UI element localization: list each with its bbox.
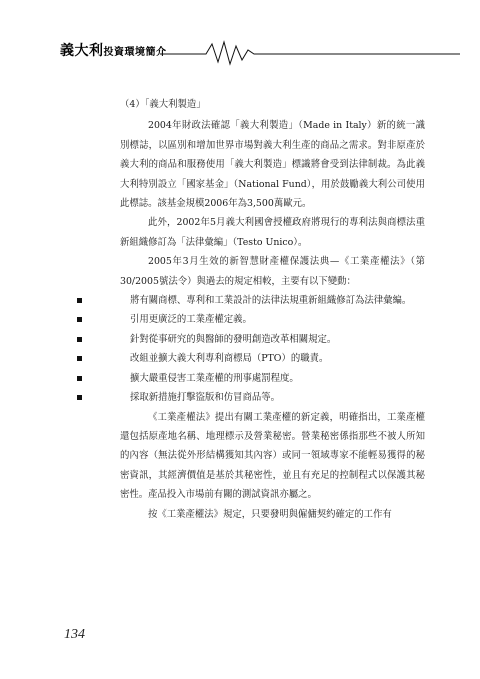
bullet-text: 將有關商標、專利和工業設計的法律法規重新組織修訂為法律彙編。 [130, 295, 412, 307]
bullet-text: 引用更廣泛的工業產權定義。 [130, 314, 252, 326]
bullet-item [120, 310, 425, 329]
header-wave-line [160, 36, 460, 66]
bullet-item [120, 369, 425, 388]
bullet-text: 擴大嚴重侵害工業產權的刑事處罰程度。 [130, 372, 299, 384]
bullet-square-icon [77, 376, 82, 381]
paragraph-3: 2005年3月生效的新智慧財產權保護法典—《工業產權法》（第30/2005號法令）與過去的規定相較，主要有以下變動： [120, 256, 425, 287]
bullet-text: 採取新措施打擊盜版和仿冒商品等。 [130, 392, 281, 404]
bullet-item [120, 349, 425, 368]
bullet-list [120, 291, 425, 407]
header-title-sub: 投資環境簡介 [103, 47, 167, 58]
page-header [0, 0, 480, 70]
bullet-item [120, 330, 425, 349]
paragraph-5: 按《工業產權法》規定，只要發明與僱傭契約確定的工作有 [148, 508, 392, 520]
bullet-square-icon [77, 298, 82, 303]
bullet-square-icon [77, 356, 82, 361]
paragraph-1: 2004年財政法確認「義大利製造」（Made in Italy）新的統一識別標誌，以區別和增加世界市場對義大利生產的商品之需求。對非原產於義大利的商品和服務使用「義大利製造」標識將會受到法律制裁。為此義大利特別設立「國家基金」（National Fund），用於鼓勵義大利公司使用此標誌。該基金規模2006年為3,500萬歐元。 [120, 120, 425, 210]
bullet-text: 針對從事研究的與醫師的發明創造改革相關規定。 [130, 333, 337, 345]
page-number: 134 [64, 627, 85, 642]
bullet-square-icon [77, 337, 82, 342]
header-title-main: 義大利 [60, 43, 104, 59]
header-title [60, 40, 167, 60]
bullet-square-icon [77, 395, 82, 400]
main-content [120, 95, 425, 524]
bullet-square-icon [77, 317, 82, 322]
section-heading: （4）「義大利製造」 [120, 99, 206, 110]
bullet-item [120, 388, 425, 407]
paragraph-4: 《工業產權法》提出有關工業產權的新定義，明確指出，工業產權還包括原產地名稱、地理標示及營業秘密。營業秘密係指那些不被人所知的內容（無法從外形結構獲知其內容）或同一領域專家不能輕易獲得的秘密資訊，其經濟價值是基於其秘密性，並且有充足的控制程式以保護其秘密性。產品投入市場前有關的測試資訊亦屬之。 [120, 411, 425, 501]
bullet-text: 改組並擴大義大利專利商標局（PTO）的職責。 [130, 353, 329, 365]
paragraph-2: 此外，2002年5月義大利國會授權政府將現行的專利法與商標法重新組織修訂為「法律彙編」（Testo Unico）。 [120, 217, 425, 248]
bullet-item [120, 291, 425, 310]
